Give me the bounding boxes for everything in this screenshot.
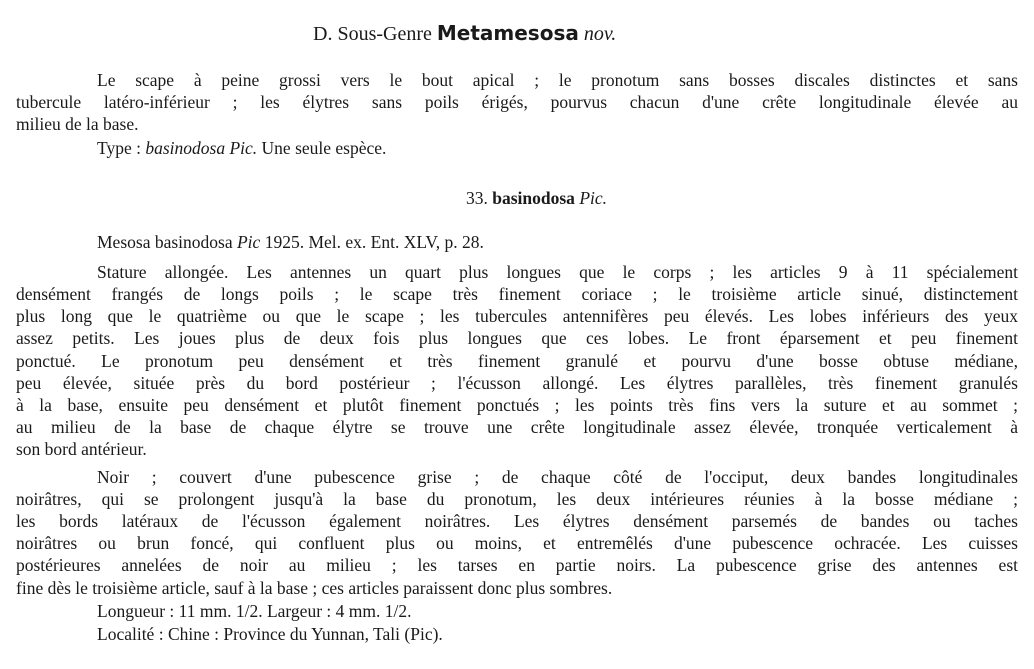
description-line: au milieu de la base de chaque élytre se trouve une crête longitudinale assez élevée, tronquée verticalement à	[16, 417, 1018, 437]
description-line: à la base, ensuite peu densément et plutôt finement ponctués ; les points très fins vers la suture et au sommet ;	[16, 395, 1018, 415]
type-label: Type :	[97, 138, 141, 158]
description-line: son bord antérieur.	[16, 439, 147, 459]
species-author: Pic.	[579, 188, 608, 208]
species-heading	[466, 187, 607, 209]
type-species: basinodosa Pic.	[145, 138, 258, 158]
reference-rest: 1925. Mel. ex. Ent. XLV, p. 28.	[264, 232, 484, 252]
coloration-line: postérieures annelées de noir au milieu ; les tarses en partie noirs. La pubescence grise des antennes est	[16, 555, 1018, 575]
coloration-line: noirâtres, qui se prolongent jusqu'à la base du pronotum, les deux intérieures réunies à la bosse médiane ;	[16, 489, 1018, 509]
description-line: plus long que le quatrième ou que le scape ; les tubercules antennifères peu élevés. Les lobes inférieurs des yeux	[16, 306, 1018, 326]
locality: Localité : Chine : Province du Yunnan, Tali (Pic).	[97, 624, 443, 644]
genus-name: Metamesosa	[436, 21, 579, 45]
coloration-line: noirâtres ou brun foncé, qui confluent plus ou moins, et entremêlés d'une pubescence ochracée. Les cuisses	[16, 533, 1018, 553]
title-prefix: D. Sous-Genre	[313, 23, 432, 45]
coloration-line: les bords latéraux de l'écusson également noirâtres. Les élytres densément parsemés de bandes ou taches	[16, 511, 1018, 531]
coloration-line: fine dès le troisième article, sauf à la base ; ces articles paraissent donc plus sombres.	[16, 578, 613, 598]
reference-name: Mesosa basinodosa	[97, 232, 233, 252]
diagnosis-line: milieu de la base.	[16, 114, 139, 134]
diagnosis-line: Le scape à peine grossi vers le bout apical ; le pronotum sans bosses discales distinctes et sans	[97, 70, 1018, 90]
diagnosis-line: tubercule latéro-inférieur ; les élytres sans poils érigés, pourvus chacun d'une crête longitudinale élevée au	[16, 92, 1018, 112]
species-name: basinodosa	[492, 188, 575, 208]
reference-line	[97, 231, 484, 253]
title-suffix: nov.	[583, 23, 617, 45]
description-line: peu élevée, située près du bord postérieur ; l'écusson allongé. Les élytres parallèles, très finement granulés	[16, 373, 1018, 393]
reference-author: Pic	[236, 232, 261, 252]
description-line: densément frangés de longs poils ; le scape très finement coriace ; le troisième article sinué, distinctement	[16, 284, 1018, 304]
section-title	[313, 22, 616, 45]
description-line: Stature allongée. Les antennes un quart plus longues que le corps ; les articles 9 à 11 spécialement	[97, 262, 1018, 282]
species-number: 33.	[466, 188, 488, 208]
type-rest: Une seule espèce.	[261, 138, 387, 158]
description-line: assez petits. Les joues plus de deux fois plus longues que ces lobes. Le front éparsement et peu finement	[16, 328, 1018, 348]
measurements: Longueur : 11 mm. 1/2. Largeur : 4 mm. 1/2.	[97, 601, 412, 621]
type-line	[97, 137, 386, 159]
coloration-line: Noir ; couvert d'une pubescence grise ; de chaque côté de l'occiput, deux bandes longitudinales	[97, 467, 1018, 487]
description-line: ponctué. Le pronotum peu densément et très finement granulé et pourvu d'une bosse obtuse médiane,	[16, 351, 1018, 371]
